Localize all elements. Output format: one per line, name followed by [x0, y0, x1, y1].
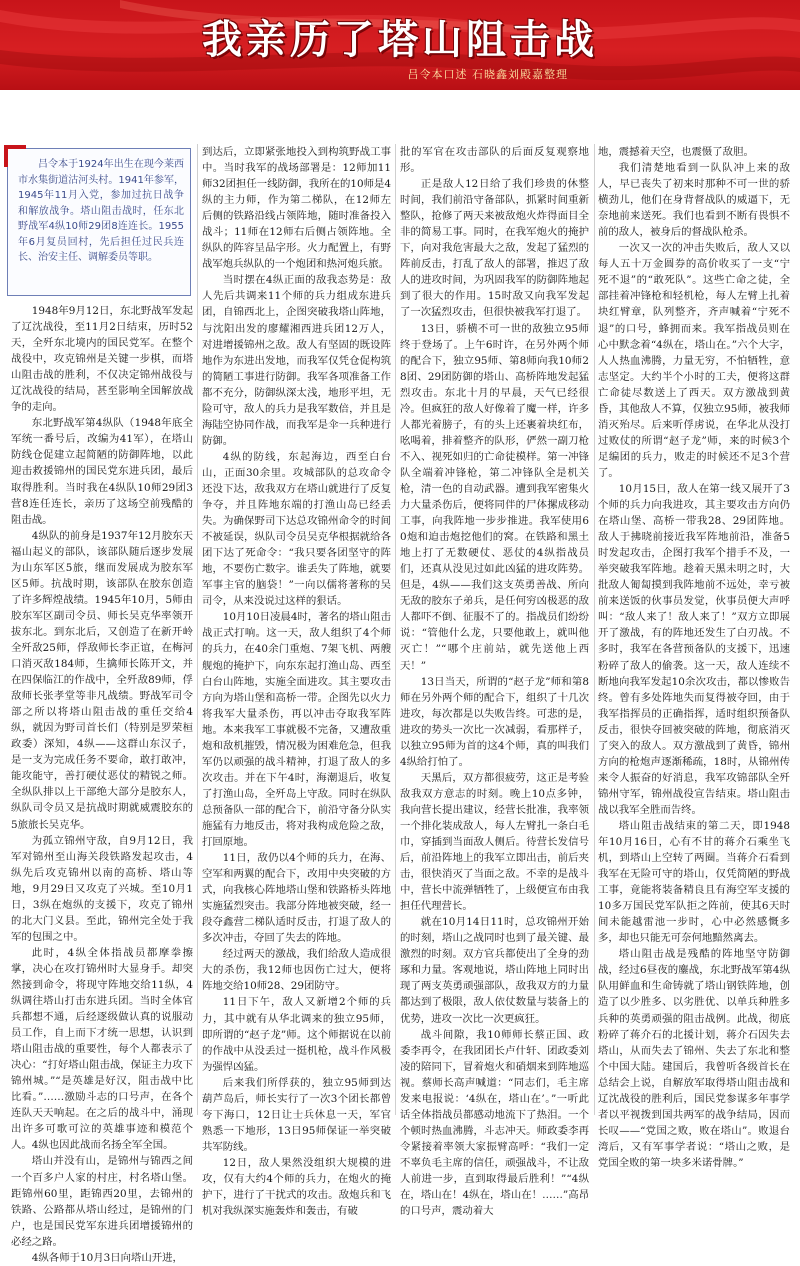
article-paragraph: 塔山阻击战结束的第二天，即1948年10月16日，心有不甘的蒋介石乘坐飞机，到塔山上空转了两圈。当蒋介石看到我军在无险可守的塔山，仅凭简陋的野战工事，竟能将装备精良且有海空军支援的10多万国民党军队拒之阵前，使其6天时间未能越雷池一步时，心中必然感慨多多，却也只能无可奈何地黯然离去。: [598, 819, 790, 945]
article-paragraph: 11日下午，敌人又新增2个师的兵力，其中就有从华北调来的独立95师，即所谓的“赵子龙”师。这个师据说在以前的作战中从没丢过一挺机枪，战斗作风极为强悍凶猛。: [202, 996, 391, 1073]
article-paragraph: 天黑后，双方都很疲劳，这正是考验敌我双方意志的时刻。晚上10点多钟，我向营长提出建议，经营长批准，我率领一个排化装成敌人，每人左臂扎一条白毛巾，穿插到当面敌人侧后。待营长发信号后，前沿阵地上的我军立即出击，前后夹击，很快消灭了当面之敌。不幸的是战斗中，营长中流弹牺牲了，上级便宣布由我担任代理营长。: [400, 771, 589, 913]
column-divider: [594, 144, 595, 1115]
article-paragraph: 到达后，立即紧张地投入到构筑野战工事中。当时我军的战场部署是：12师加11师32团担任一线防御，我所在的10师是4纵的主力师，作为第二梯队，在12师左后侧的铁路沿线占领阵地，随时准备投入战斗；11师在12师右后侧占领阵地。全纵队的阵容呈品字形。火力配置上，有野战军炮兵纵队的一个炮团和热河炮兵旅。: [202, 146, 391, 271]
column-divider: [197, 144, 198, 1115]
article-paragraph: 塔山并没有山，是锦州与锦西之间一个百多户人家的村庄，村名塔山堡。距锦州60里，距锦西20里，去锦州的铁路、公路都从塔山经过，是锦州的门户，也是国民党军东进兵团增援锦州的必经之路。: [11, 1155, 193, 1248]
article-column-3: [400, 144, 589, 1218]
article-paragraph: 批的军官在攻击部队的后面反复观察地形。: [400, 146, 589, 175]
article-column-2: [202, 144, 391, 1218]
article-paragraph: 经过两天的激战，我们给敌人造成很大的杀伤，我12师也因伤亡过大，便将阵地交给10师28、29团防守。: [202, 948, 391, 993]
article-paragraph: 13日当天，所谓的“赵子龙”师和第8师在另外两个师的配合下，组织了十几次进攻，每次都是以失败告终。可悲的是，进攻的势头一次比一次减弱，看那样子，以独立95师为首的这4个师，真的叫我们4纵给打怕了。: [400, 675, 589, 768]
article-paragraph: 我们清楚地看到一队队冲上来的敌人，早已丧失了初来时那种不可一世的骄横劲儿，他们在身背督战队的威逼下，无奈地前来送死。我们也看到不断有畏惧不前的敌人，被身后的督战队枪杀。: [598, 162, 790, 239]
article-paragraph: 10月15日，敌人在第一线又展开了3个师的兵力向我进攻，其主要攻击方向仍在塔山堡、高桥一带我28、29团阵地。敌人于拂晓前接近我军阵地前沿，准备5时发起攻击，企图打我军个措手不及，一举突破我军阵地。趁着天黑未明之时，大批敌人匍匐摸到我阵地前不远处，幸亏被前来送饭的伙事员发觉，伙事员便大声呼叫：“敌人来了！敌人来了！”双方立即展开了激战，有的阵地还发生了白刃战。不多时，我军在各营预备队的支援下，迅速粉碎了敌人的偷袭。这一天，敌人连续不断地向我军发起10余次攻击，都以惨败告终。曾有多处阵地失而复得被夺回，由于我军指挥员的正确指挥，适时组织预备队反击，很快夺回被突破的阵地，彻底消灭了突入的敌人。双方激战到了黄昏，锦州方向的枪炮声逐渐稀疏，18时，从锦州传来令人振奋的好消息，我军攻锦部队全歼锦州守军，锦州战役宣告结束。塔山阻击战以我军全胜而告终。: [598, 482, 790, 816]
article-paragraph: 地，震撼着天空，也震慑了敌胆。: [598, 146, 754, 158]
article-paragraph: 塔山阻击战是残酷的阵地坚守防御战，经过6昼夜的鏖战，东北野战军第4纵队用鲜血和生命铸就了塔山钢铁阵地，创造了以少胜多、以劣胜优、以单兵种胜多兵种的英勇顽强的阻击战例。此战，彻底粉碎了蒋介石的北援计划，蒋介石因失去塔山，从而失去了锦州、失去了东北和整个中国大陆。建国后，我曾听各级首长在总结会上说，自解放军取得塔山阻击战和辽沈战役的胜利后，国民党参谋多年事学者以平视拨到国共两军的战争结局，因而长叹——“党国之败，败在塔山”。败退台湾后，又有军事学者说：“塔山之败，是党国全败的第一块多米诺骨牌。”: [598, 948, 790, 1169]
title-banner: [0, 0, 800, 90]
author-bio-box: [7, 148, 191, 296]
article-paragraph: 12日，敌人果然没组织大规模的进攻，仅有大约4个师的兵力，在炮火的掩护下，进行了干扰式的攻击。敌炮兵和飞机对我纵深实施轰炸和轰击，有破: [202, 1156, 391, 1218]
article-paragraph: 为孤立锦州守敌，自9月12日，我军对锦州至山海关段铁路发起攻击，4纵先后攻克锦州以南的高桥、塔山等地，9月29日又攻克了兴城。至10月1日，3纵在炮纵的支援下，攻克了锦州的北大门义县。至此，锦州完全处于我军的包围之中。: [11, 834, 193, 943]
article-paragraph: 一次又一次的冲击失败后，敌人又以每人五十万金圆券的高价收买了一支“宁死不退”的“敢死队”。这些亡命之徒，全部挂着冲锋枪和轻机枪，每人左臂上扎着块红臂章，队列整齐，齐声喊着“宁死不退”的口号，蜂拥而来。我军指战员则在心中默念着“4纵在，塔山在。”六个大字，人人热血沸腾，力量无穷，不怕牺牲，意志坚定。大约半个小时的工夫，便将这群亡命徒尽数送上了西天。双方激战到黄昏，其他敌人不算，仅独立95师，被我师消灭殆尽。后来听俘虏说，在华北从没打过败仗的所谓“赵子龙”师，来的时候3个足编团的兵力，败走的时候还不足3个营了。: [598, 242, 790, 479]
article-paragraph: 东北野战军第4纵队（1948年底全军统一番号后，改编为41军），在塔山防线仓促建立起简陋的防御阵地，以此迎击救援锦州的国民党东进兵团，最后取得胜利。当时我在4纵队10师29团3营8连任连长，亲历了这场空前残酷的阻击战。: [11, 417, 193, 526]
article-paragraph: 11日，敌仍以4个师的兵力，在海、空军和两翼的配合下，改用中央突破的方式，向我核心阵地塔山堡和铁路桥头阵地实施猛烈突击。我部分阵地被突破，经一段夺鑫营二梯队适时反击，打退了敌人的多次冲击，夺回了失去的阵地。: [202, 852, 391, 945]
column-divider: [395, 144, 396, 1115]
article-column-1: [11, 303, 193, 1264]
article-paragraph: 10月10日凌晨4时，著名的塔山阻击战正式打响。这一天，敌人组织了4个师的兵力，在40余门重炮、7架飞机、两艘舰炮的掩护下，向东东起打渔山岛、西至白台山阵地，实施全面进攻。其主要攻击方向为塔山堡和高桥一带。企图先以火力将我军大量杀伤，再以冲击夺取我军阵地。本来我军工事就极不完备，又遭敌重炮和敌机摧毁，情况极为困难危急，但我军仍以顽强的战斗精神，打退了敌人的多次攻击。并在下午4时，海潮退后，收复了打渔山岛，全歼岛上守敌。同时在纵队总预备队一部的配合下，前沿守备分队实施猛有力地反击，将对我构成危险之敌，打回原地。: [202, 611, 391, 849]
page-title: 我亲历了塔山阻击战: [202, 17, 598, 63]
article-paragraph: 4纵队的前身是1937年12月胶东天福山起义的部队，该部队随后逐步发展为山东军区5旅，继而发展成为胶东军区5师。抗战时期，该部队在胶东创造了许多辉煌战绩。1945年10月，5师由胶东军区副司令员、师长吴克华率领开拔东北。到东北后，又创造了在新开岭全歼敌25师，俘敌师长李正谊，在梅河口消灭敌184师，生擒师长陈开文，并在四保临江的作战中，全歼敌89师，俘敌师长张孝堂等非凡战绩。野战军司令部之所以将塔山阻击战的重任交给4纵，就因为野司首长们（特别是罗荣桓政委）深知，4纵——这群山东汉子，是一支为完成任务不要命，敢打敢冲，能攻能守，善打硬仗恶仗的精锐之师。全纵队排以上干部绝大部分是胶东人，纵队司令员又是抗战时期就威震胶东的5旅旅长吴克华。: [11, 529, 193, 831]
article-paragraph: 战斗间隙，我10师师长蔡正国、政委李再令，在我团团长卢什轩、团政委刘凌的陪同下，冒着炮火和硝烟来到阵地巡视。蔡师长高声喊道：“同志们，毛主席发来电报说：‘4纵在，塔山在’。”一听此话全体指战员都感动地流下了热泪。一个个顿时热血沸腾，斗志冲天。师政委李再令紧接着率领大家振臂高呼：“我们一定不辜负毛主席的信任，顽强战斗，不让敌人前进一步，直到取得最后胜利！”“4纵在，塔山在！4纵在，塔山在！……”高昂的口号声，震动着大: [400, 1028, 589, 1218]
article-paragraph: 4纵的防线，东起海边，西至白台山，正面30余里。攻城部队的总攻命令还没下达，敌我双方在塔山就进行了反复争夺，并且阵地东端的打渔山岛已经丢失。为确保野司下达总攻锦州命令的时间不被延误，纵队司令员吴克华根据就给各团下达了死命令：“我只要各团坚守的阵地，不要伤亡数字。谁丢失了阵地，就要军事主官的脑袋！”一向以儒将著称的吴司令，从来没说过这样的狠话。: [202, 450, 391, 608]
byline: 吕令本口述 石晓鑫刘殿嘉整理: [407, 68, 568, 81]
article-paragraph: 13日，骄横不可一世的敌独立95师终于登场了。上午6时许，在另外两个师的配合下，独立95师、第8师向我10师28团、29团防御的塔山、高桥阵地发起猛烈攻击。东北十月的早晨，天气已经很冷。但疯狂的敌人好像着了魔一样，许多人都光着膀子，有的头上还裹着块红布，吆喝着，排着整齐的队形，俨然一副刀枪不入、视死如归的亡命徒模样。第一冲锋队全端着冲锋枪，第二冲锋队全是机关枪，清一色的自动武器。遭到我军密集火力大量杀伤后，便将同伴的尸体摞成移动工事，向我阵地一步步推进。我军使用60炮和迫击炮挖他们的窝。在铁路和黑土地上打了无数硬仗、恶仗的4纵指战员们，还真从没见过如此凶猛的进攻阵势。但是，4纵——我们这支英勇善战、所向无敌的胶东子弟兵，是任何穷凶极恶的敌人都吓不倒、征服不了的。指战员们纷纷说：“管他什么龙，只要他敢上，就叫他灭亡！”“哪个庄前站，就先送他上西天！”: [400, 322, 589, 672]
article-column-4: [598, 144, 790, 1169]
article-paragraph: 1948年9月12日，东北野战军发起了辽沈战役，至11月2日结束，历时52天，全歼东北境内的国民党军。在整个战役中，攻克锦州是关键一步棋，而塔山阻击战的胜利，不仅决定锦州战役与辽沈战役的结局，甚至影响全国解放战争的走向。: [11, 305, 193, 414]
article-paragraph: 就在10月14日11时，总攻锦州开始的时刻，塔山之战同时也到了最关键、最激烈的时刻。双方官兵都使出了全身的劲琢和力量。客观地说，塔山阵地上同时出现了两支英勇顽强部队，敌我双方的力量都达到了极限，敌人依仗数量与装备上的优势，进攻一次比一次更疯狂。: [400, 916, 589, 1025]
article-paragraph: 当时摆在4纵正面的敌我态势是：敌人先后共调来11个师的兵力组成东进兵团，自锦西北上，企图突破我塔山阵地，与沈阳出发的廖耀湘西进兵团12万人，对进增援锦州之敌。敌人有坚固的既设阵地作为东进出发地，而我军仅凭仓促构筑的简陋工事进行防御。我军各项准备工作都不充分，防御纵深太浅，地形平坦，无险可守，敌人的兵力是我军数倍，并且是海陆空协同作战，而我军是伞一兵种进行防御。: [202, 274, 391, 447]
article-paragraph: 后来我们所俘获的，独立95师到达葫芦岛后，师长实行了一次3个团长都曾夸下海口，12日让士兵休息一天，军官熟悉一下地形，13日95师保证一举突破共军防线。: [202, 1076, 391, 1153]
article-paragraph: 此时，4纵全体指战员都摩拳擦掌，决心在攻打锦州时大显身手。却突然接到命令，将现守阵地交给11纵，4纵调往塔山打击东进兵团。当时全体官兵都想不通，后经逐级做认真的说服动员工作，自上而下才统一思想，认识到塔山阻击战的重要性，每个人都表示了决心：“打好塔山阻击战，保证主力攻下锦州城。”“是英雄是好汉，阻击战中比比看。”……激励斗志的口号声，在各个连队天天响起。在之后的战斗中，涌现出许多可歌可泣的英雄事迹和模范个人。4纵也因此战而名扬全军全国。: [11, 946, 193, 1152]
author-bio-text: 吕令本于1924年出生在现今莱西市水集街道沽河头村。1941年参军，1945年11月入党，参加过抗日战争和解放战争。塔山阻击战时，任东北野战军4纵10师29团8连连长。1955年6月复员回村，先后担任过民兵连长、治安主任、调解委员等职。: [18, 159, 184, 263]
article-paragraph: 4纵各师于10月3日向塔山开进，: [31, 1251, 183, 1264]
article-paragraph: 正是敌人12日给了我们珍贵的休整时间，我们前沿守备部队，抓紧时间重新整队，抢修了两天来被敌炮火炸得面目全非的简易工事。同时，在我军炮火的掩护下，向对我危害最大之敌，发起了猛烈的阵前反击，打乱了敌人的部署，推迟了敌人的进攻时间，为巩固我军的防御阵地起到了很大的作用。15时敌又向我军发起了一次猛烈攻击，但很快被我军打退了。: [400, 178, 589, 319]
